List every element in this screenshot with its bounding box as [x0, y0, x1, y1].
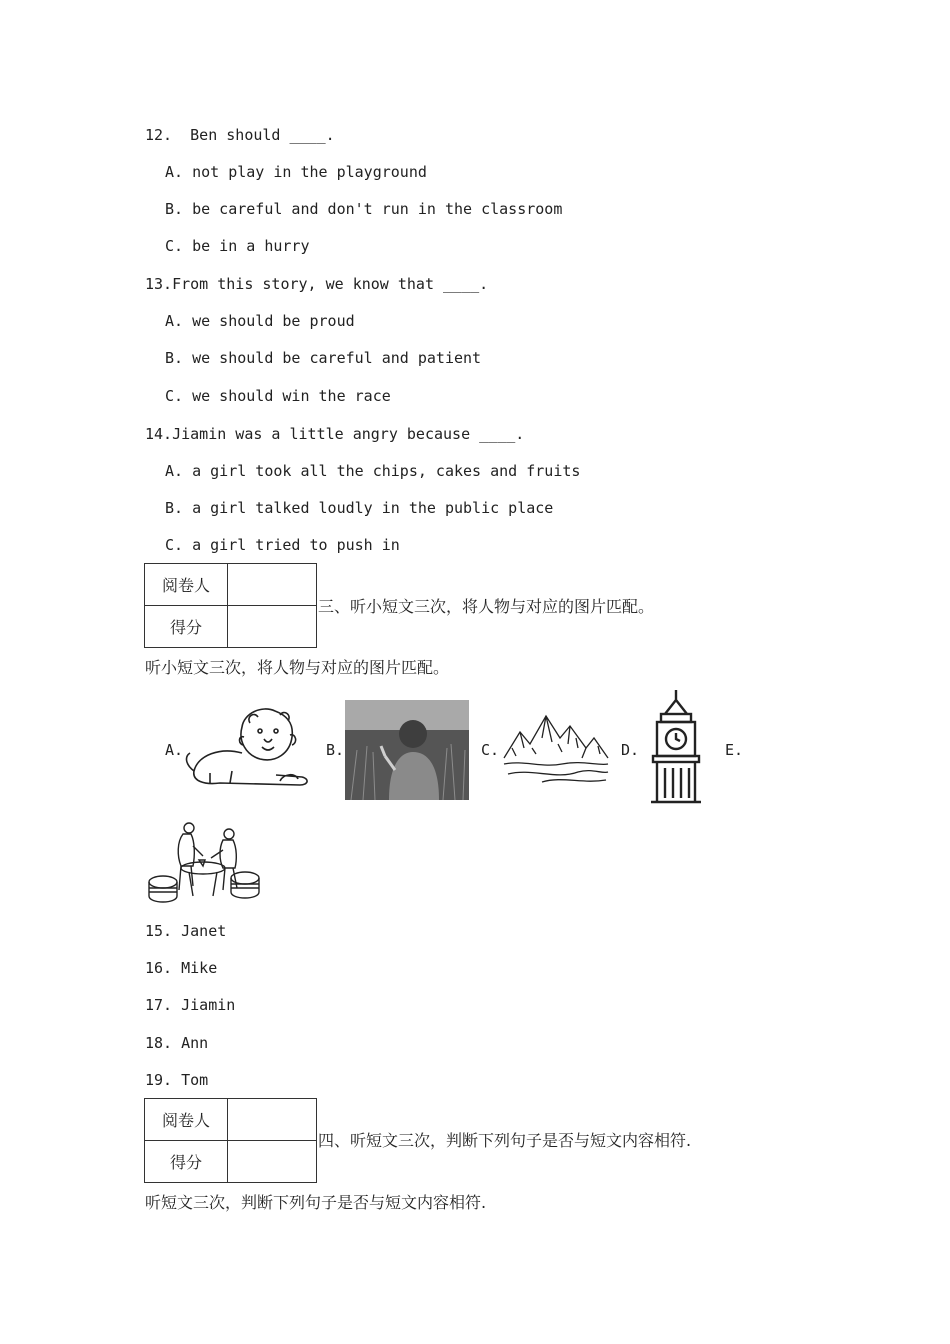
farmer-photo — [345, 700, 469, 800]
section-4-instruction: 听短文三次，判断下列句子是否与短文内容相符. — [145, 1193, 487, 1212]
picture-label-a: A. — [165, 741, 184, 759]
reviewer-label: 阅卷人 — [145, 564, 228, 606]
match-item-19: 19. Tom — [145, 1071, 209, 1089]
mountains-picture — [502, 708, 610, 784]
section-4-heading: 四、听短文三次，判断下列句子是否与短文内容相符. — [318, 1131, 692, 1150]
reviewer-field[interactable] — [228, 1099, 317, 1141]
question-14-option-c[interactable]: C. a girl tried to push in — [165, 536, 400, 554]
question-14-option-b[interactable]: B. a girl talked loudly in the public place — [165, 499, 554, 517]
match-item-18: 18. Ann — [145, 1034, 209, 1052]
reviewer-field[interactable] — [228, 564, 317, 606]
picture-label-d: D. — [621, 741, 640, 759]
match-item-16: 16. Mike — [145, 959, 218, 977]
question-12-option-a[interactable]: A. not play in the playground — [165, 163, 427, 181]
question-14-stem: 14.Jiamin was a little angry because ____. — [145, 425, 525, 443]
question-13-option-b[interactable]: B. we should be careful and patient — [165, 349, 482, 367]
clock-tower-picture — [645, 688, 707, 804]
match-item-15: 15. Janet — [145, 922, 227, 940]
score-label: 得分 — [145, 1141, 228, 1183]
question-12-option-b[interactable]: B. be careful and don't run in the classroom — [165, 200, 563, 218]
question-14-option-a[interactable]: A. a girl took all the chips, cakes and fruits — [165, 462, 581, 480]
score-box-section-3 — [144, 563, 317, 648]
section-3-instruction: 听小短文三次，将人物与对应的图片匹配。 — [145, 658, 450, 677]
score-label: 得分 — [145, 606, 228, 648]
question-13-option-a[interactable]: A. we should be proud — [165, 312, 355, 330]
question-13-option-c[interactable]: C. we should win the race — [165, 387, 391, 405]
match-item-17: 17. Jiamin — [145, 996, 236, 1014]
score-field[interactable] — [228, 1141, 317, 1183]
lion-picture — [180, 703, 320, 791]
question-12-option-c[interactable]: C. be in a hurry — [165, 237, 310, 255]
picture-label-c: C. — [481, 741, 500, 759]
tea-table-picture — [145, 820, 263, 904]
picture-label-e: E. — [725, 741, 744, 759]
section-3-heading: 三、听小短文三次，将人物与对应的图片匹配。 — [318, 597, 655, 616]
score-field[interactable] — [228, 606, 317, 648]
reviewer-label: 阅卷人 — [145, 1099, 228, 1141]
question-13-stem: 13.From this story, we know that ____. — [145, 275, 489, 293]
score-box-section-4 — [144, 1098, 317, 1183]
question-12-stem: 12. Ben should ____. — [145, 126, 335, 144]
picture-label-b: B. — [326, 741, 345, 759]
